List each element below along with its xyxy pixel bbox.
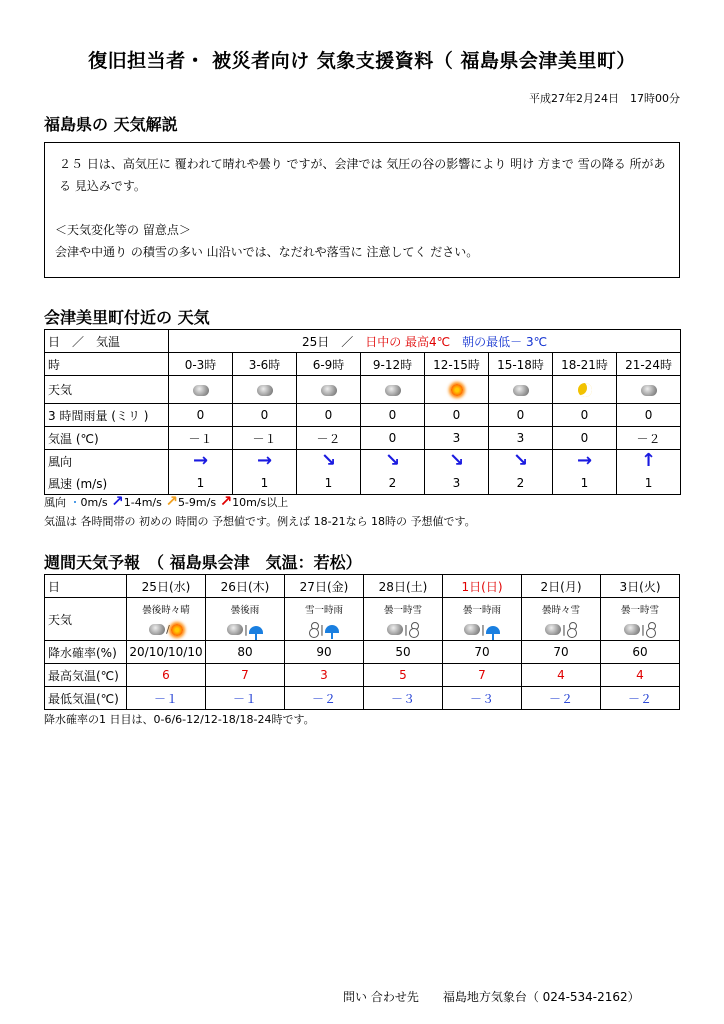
commentary-text: ２５ 日は、高気圧に 覆われて晴れや曇り ですが、会津では 気圧の谷の影響により 明け 方まで 雪の降る 所がある 見込みです。 bbox=[59, 157, 666, 193]
rain-cell: 0 bbox=[553, 404, 617, 427]
weather-cell bbox=[127, 598, 206, 641]
day-cell: 27日(金) bbox=[285, 575, 364, 598]
contact-label: 問い 合わせ先 bbox=[343, 990, 419, 1004]
weather-text: 曇後雨 bbox=[230, 605, 260, 616]
legend-moderate: 5-9m/s bbox=[177, 496, 217, 509]
max-temp-cell: 3 bbox=[285, 664, 364, 687]
temp-cell: －２ bbox=[617, 427, 681, 450]
rain-cell: 0 bbox=[233, 404, 297, 427]
weather-cell bbox=[297, 376, 361, 404]
weather-text: 雪一時雨 bbox=[304, 604, 343, 616]
time-cell: 18-21時 bbox=[553, 353, 617, 376]
wind-speed-cell: 1 bbox=[169, 472, 233, 495]
time-cell: 15-18時 bbox=[489, 353, 553, 376]
row-label: 天気 bbox=[45, 598, 127, 641]
cloud-icon bbox=[227, 624, 243, 635]
wind-arrow-icon: ↑ bbox=[640, 450, 657, 471]
weather-cell bbox=[522, 598, 601, 641]
calm-dot-icon: ・ bbox=[69, 496, 81, 509]
weather-cell bbox=[443, 598, 522, 641]
cloud-icon bbox=[624, 624, 640, 635]
row-label: 最高気温(℃) bbox=[45, 664, 127, 687]
row-label: 風向 bbox=[45, 450, 169, 473]
min-temp-cell: －３ bbox=[364, 687, 443, 710]
page-title: 復旧担当者・ 被災者向け 気象支援資料（ 福島県会津美里町） bbox=[88, 50, 636, 72]
weather-text: 曇後時々晴 bbox=[142, 605, 190, 616]
cloud-icon bbox=[149, 624, 165, 635]
table-row bbox=[45, 664, 680, 687]
separator: | bbox=[641, 622, 645, 636]
weather-cell bbox=[206, 598, 285, 641]
cloud-icon bbox=[385, 385, 401, 396]
weekly-heading: 週間天気予報 （ 福島県会津 気温：若松） bbox=[44, 553, 362, 572]
legend-label: 風向 bbox=[44, 496, 66, 509]
sun-icon bbox=[171, 624, 183, 636]
pop-cell: 20/10/10/10 bbox=[127, 641, 206, 664]
weather-cell bbox=[489, 376, 553, 404]
max-temp-cell: 7 bbox=[443, 664, 522, 687]
row-label: 日 bbox=[45, 575, 127, 598]
row-label: 気温 (℃) bbox=[45, 427, 169, 450]
wind-direction-cell bbox=[489, 450, 553, 473]
weather-text: 曇一時雪 bbox=[383, 604, 422, 616]
min-temp-cell: －３ bbox=[443, 687, 522, 710]
temp-cell: 3 bbox=[425, 427, 489, 450]
temp-cell: 0 bbox=[553, 427, 617, 450]
time-cell: 6-9時 bbox=[297, 353, 361, 376]
moon-icon bbox=[578, 383, 592, 397]
cloud-icon bbox=[321, 385, 337, 396]
row-label: 降水確率(%) bbox=[45, 641, 127, 664]
blue-arrow-icon: ↗ bbox=[111, 492, 124, 510]
wind-speed-cell: 2 bbox=[361, 472, 425, 495]
red-arrow-icon: ↗ bbox=[219, 492, 233, 510]
wind-arrow-icon: ↘ bbox=[320, 450, 337, 471]
max-temp-cell: 5 bbox=[364, 664, 443, 687]
snowman-icon bbox=[646, 622, 656, 637]
separator: | bbox=[481, 623, 485, 636]
cloud-icon bbox=[257, 385, 273, 396]
cloud-icon bbox=[387, 624, 403, 635]
max-temp-cell: 6 bbox=[127, 664, 206, 687]
wind-direction-cell bbox=[425, 450, 489, 473]
temp-cell: －１ bbox=[233, 427, 297, 450]
wind-arrow-icon: → bbox=[192, 450, 209, 471]
wind-arrow-icon: ↘ bbox=[448, 450, 465, 471]
max-temp-cell: 4 bbox=[601, 664, 680, 687]
wind-legend bbox=[44, 492, 288, 510]
table-row bbox=[45, 427, 681, 450]
day-cell: 1日(日) bbox=[443, 575, 522, 598]
table-row bbox=[45, 575, 680, 598]
time-cell: 21-24時 bbox=[617, 353, 681, 376]
temp-cell: －２ bbox=[297, 427, 361, 450]
day-label: 25日 ／ bbox=[301, 334, 366, 349]
table-row bbox=[45, 353, 681, 376]
wind-speed-cell: 1 bbox=[617, 472, 681, 495]
row-label: 時 bbox=[45, 353, 169, 376]
wind-arrow-icon: ↘ bbox=[512, 450, 529, 471]
legend-strong: 10m/s以上 bbox=[232, 496, 289, 509]
min-temp-cell: －２ bbox=[601, 687, 680, 710]
orange-arrow-icon: ↗ bbox=[165, 492, 178, 510]
weather-cell bbox=[285, 598, 364, 641]
time-cell: 0-3時 bbox=[169, 353, 233, 376]
weather-cell bbox=[364, 598, 443, 641]
wind-arrow-icon: → bbox=[576, 450, 593, 471]
wind-speed-cell: 2 bbox=[489, 472, 553, 495]
sun-icon bbox=[451, 384, 463, 396]
cloud-icon bbox=[464, 624, 480, 635]
temperature-note: 気温は 各時間帯の 初めの 時間の 予想値です。例えば 18-21なら 18時の 予想値です。 bbox=[44, 515, 476, 528]
snowman-icon bbox=[409, 622, 419, 637]
pop-cell: 50 bbox=[364, 641, 443, 664]
legend-light: 1-4m/s bbox=[123, 496, 162, 509]
notes-title: ＜天気変化等の 留意点＞ bbox=[55, 223, 191, 237]
table-row bbox=[45, 598, 680, 641]
pop-cell: 60 bbox=[601, 641, 680, 664]
weather-text: 曇一時雪 bbox=[620, 604, 659, 616]
cloud-icon bbox=[513, 385, 529, 396]
day-cell: 28日(土) bbox=[364, 575, 443, 598]
rain-cell: 0 bbox=[169, 404, 233, 427]
min-temp-cell: －１ bbox=[206, 687, 285, 710]
separator: | bbox=[320, 622, 324, 636]
wind-direction-cell bbox=[297, 450, 361, 473]
wind-direction-cell bbox=[233, 450, 297, 473]
pop-note: 降水確率の1 日目は、0-6/6-12/12-18/18-24時です。 bbox=[44, 713, 315, 726]
cloud-icon bbox=[545, 624, 561, 635]
max-temp-cell: 7 bbox=[206, 664, 285, 687]
weather-cell bbox=[233, 376, 297, 404]
separator: | bbox=[244, 623, 248, 636]
umbrella-icon bbox=[486, 626, 500, 634]
weather-cell bbox=[617, 376, 681, 404]
time-cell: 3-6時 bbox=[233, 353, 297, 376]
temp-cell: 3 bbox=[489, 427, 553, 450]
pop-cell: 70 bbox=[522, 641, 601, 664]
wind-direction-cell bbox=[617, 450, 681, 473]
snowman-icon bbox=[309, 622, 319, 637]
rain-cell: 0 bbox=[297, 404, 361, 427]
wind-direction-cell bbox=[169, 450, 233, 473]
corner-label: 日 ／ 気温 bbox=[45, 330, 169, 353]
time-cell: 9-12時 bbox=[361, 353, 425, 376]
commentary-heading: 福島県の 天気解説 bbox=[44, 115, 178, 134]
wind-direction-cell bbox=[361, 450, 425, 473]
weather-text: 曇時々雪 bbox=[541, 604, 580, 616]
wind-speed-cell: 1 bbox=[233, 472, 297, 495]
table-row bbox=[45, 687, 680, 710]
weather-cell bbox=[361, 376, 425, 404]
cloud-icon bbox=[193, 385, 209, 396]
table-row bbox=[45, 450, 681, 473]
rain-cell: 0 bbox=[617, 404, 681, 427]
wind-arrow-icon: → bbox=[256, 450, 273, 471]
pop-cell: 90 bbox=[285, 641, 364, 664]
local-forecast-table bbox=[44, 329, 681, 495]
min-temp-text: 朝の最低－ 3℃ bbox=[462, 334, 548, 349]
weather-text: 曇一時雨 bbox=[462, 605, 501, 616]
weather-cell bbox=[425, 376, 489, 404]
max-temp-cell: 4 bbox=[522, 664, 601, 687]
umbrella-icon bbox=[249, 626, 263, 634]
weather-cell bbox=[553, 376, 617, 404]
wind-speed-cell: 1 bbox=[297, 472, 361, 495]
table-row bbox=[45, 404, 681, 427]
min-temp-cell: －２ bbox=[522, 687, 601, 710]
temp-cell: 0 bbox=[361, 427, 425, 450]
separator: / bbox=[166, 623, 170, 636]
separator: | bbox=[562, 622, 566, 636]
wind-arrow-icon: ↘ bbox=[384, 450, 401, 471]
wind-speed-cell: 1 bbox=[553, 472, 617, 495]
commentary-box bbox=[44, 142, 680, 278]
pop-cell: 80 bbox=[206, 641, 285, 664]
table-row bbox=[45, 330, 681, 353]
weather-cell bbox=[601, 598, 680, 641]
notes-text: 会津や中通り の積雪の多い 山沿いでは、なだれや落雪に 注意してく ださい。 bbox=[55, 245, 479, 259]
day-cell: 3日(火) bbox=[601, 575, 680, 598]
cloud-icon bbox=[641, 385, 657, 396]
time-cell: 12-15時 bbox=[425, 353, 489, 376]
temp-cell: －１ bbox=[169, 427, 233, 450]
wind-speed-cell: 3 bbox=[425, 472, 489, 495]
table-row bbox=[45, 641, 680, 664]
wind-direction-cell bbox=[553, 450, 617, 473]
umbrella-icon bbox=[325, 625, 339, 633]
row-label: 3 時間雨量 (ミリ ) bbox=[45, 404, 169, 427]
rain-cell: 0 bbox=[489, 404, 553, 427]
weekly-forecast-table bbox=[44, 574, 680, 710]
issued-datetime: 平成27年2月24日 17時00分 bbox=[529, 92, 680, 105]
separator: | bbox=[404, 622, 408, 636]
day-cell: 25日(水) bbox=[127, 575, 206, 598]
legend-calm: 0m/s bbox=[80, 496, 108, 509]
row-label: 風速 (m/s) bbox=[45, 472, 169, 495]
row-label: 天気 bbox=[45, 376, 169, 404]
min-temp-cell: －２ bbox=[285, 687, 364, 710]
min-temp-cell: －１ bbox=[127, 687, 206, 710]
snowman-icon bbox=[567, 622, 577, 637]
day-summary bbox=[169, 330, 681, 353]
weather-cell bbox=[169, 376, 233, 404]
local-heading: 会津美里町付近の 天気 bbox=[44, 308, 210, 327]
rain-cell: 0 bbox=[361, 404, 425, 427]
contact-detail: 福島地方気象台（ 024-534-2162） bbox=[442, 990, 640, 1004]
contact-info bbox=[343, 988, 640, 1005]
day-cell: 26日(木) bbox=[206, 575, 285, 598]
pop-cell: 70 bbox=[443, 641, 522, 664]
rain-cell: 0 bbox=[425, 404, 489, 427]
max-temp-text: 日中の 最高4℃ bbox=[365, 334, 451, 349]
table-row bbox=[45, 376, 681, 404]
day-cell: 2日(月) bbox=[522, 575, 601, 598]
row-label: 最低気温(℃) bbox=[45, 687, 127, 710]
